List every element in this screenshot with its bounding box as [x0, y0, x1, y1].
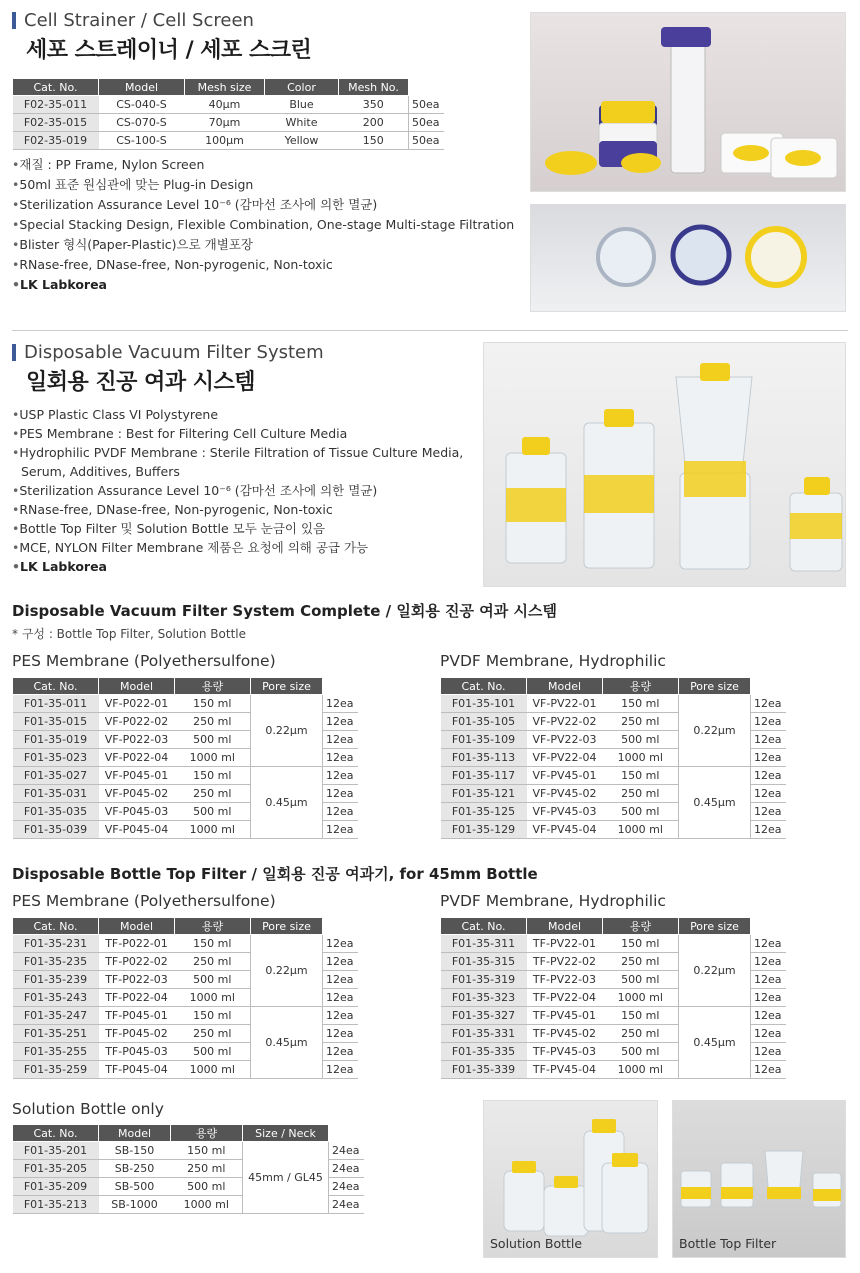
model-cell: VF-P022-03 [99, 731, 175, 749]
bullet-item: • 50ml 표준 원심관에 맞는 Plug-in Design [12, 175, 522, 195]
solution-title: Solution Bottle only [12, 1100, 164, 1118]
volume-cell: 150 ml [175, 767, 251, 785]
bullet-item: • RNase-free, DNase-free, Non-pyrogenic, Non-toxic [12, 255, 522, 275]
bottle-top-filter-illustration [673, 1101, 846, 1258]
volume-cell: 1000 ml [171, 1196, 243, 1214]
cat-cell: F01-35-339 [441, 1061, 527, 1079]
pack-cell: 12ea [751, 953, 786, 971]
cat-cell: F01-35-251 [13, 1025, 99, 1043]
strainer-bullets [12, 155, 522, 295]
col-model: Model [99, 79, 185, 96]
mesh-cell: 40μm [185, 96, 265, 114]
mesh-cell: 70μm [185, 114, 265, 132]
complete-pes-title: PES Membrane (Polyethersulfone) [12, 652, 276, 670]
model-cell: SB-500 [99, 1178, 171, 1196]
section-divider [12, 330, 848, 331]
volume-cell: 250 ml [175, 953, 251, 971]
col-mesh: Mesh size [185, 79, 265, 96]
cat-cell: F01-35-117 [441, 767, 527, 785]
pore-size-cell: 0.22μm [679, 935, 751, 1007]
model-cell: TF-P045-04 [99, 1061, 175, 1079]
section-bar-icon [12, 344, 16, 361]
model-cell: VF-P045-04 [99, 821, 175, 839]
volume-cell: 1000 ml [175, 989, 251, 1007]
model-cell: SB-150 [99, 1142, 171, 1160]
pack-cell: 24ea [329, 1196, 364, 1214]
solution-bottle-photo [483, 1100, 658, 1258]
col-cat: Cat. No. [13, 79, 99, 96]
pore-size-cell: 0.45μm [251, 1007, 323, 1079]
model-cell: VF-PV22-03 [527, 731, 603, 749]
bullet-item: • Hydrophilic PVDF Membrane : Sterile Filtration of Tissue Culture Media, [12, 443, 482, 462]
pack-cell: 12ea [751, 713, 786, 731]
pack-cell: 12ea [323, 971, 358, 989]
table-row [441, 1007, 786, 1025]
cat-cell: F01-35-035 [13, 803, 99, 821]
model-cell: TF-PV22-03 [527, 971, 603, 989]
table-row [13, 767, 358, 785]
pore-size-cell: 0.45μm [679, 1007, 751, 1079]
cat-cell: F01-35-031 [13, 785, 99, 803]
complete-pes-table [12, 677, 358, 839]
model-cell: TF-PV45-01 [527, 1007, 603, 1025]
cat-cell: F01-35-335 [441, 1043, 527, 1061]
bullet-continuation: Serum, Additives, Buffers [21, 464, 180, 479]
model-cell: VF-P045-03 [99, 803, 175, 821]
volume-cell: 150 ml [175, 935, 251, 953]
cat-cell: F01-35-243 [13, 989, 99, 1007]
pack-cell: 12ea [751, 695, 786, 713]
cat-cell: F01-35-015 [13, 713, 99, 731]
table-row [441, 935, 786, 953]
cat-cell: F01-35-247 [13, 1007, 99, 1025]
model-cell: VF-PV45-01 [527, 767, 603, 785]
pack-cell: 12ea [751, 1007, 786, 1025]
volume-cell: 150 ml [603, 767, 679, 785]
cat-cell: F01-35-311 [441, 935, 527, 953]
model-cell: TF-PV45-03 [527, 1043, 603, 1061]
strainer-colors-photo [530, 204, 846, 312]
bullet-item: • Blister 형식(Paper-Plastic)으로 개별포장 [12, 235, 522, 255]
pack-cell: 24ea [329, 1178, 364, 1196]
complete-note: * 구성 : Bottle Top Filter, Solution Bottle [12, 627, 246, 641]
model-cell: TF-P045-01 [99, 1007, 175, 1025]
solution-bottle-caption: Solution Bottle [490, 1236, 583, 1251]
cat-cell: F01-35-019 [13, 731, 99, 749]
complete-heading: Disposable Vacuum Filter System Complete / 일회용 진공 여과 시스템 [12, 602, 557, 620]
cat-cell: F01-35-027 [13, 767, 99, 785]
cat-cell: F01-35-125 [441, 803, 527, 821]
pack-cell: 12ea [751, 1061, 786, 1079]
table-row [13, 114, 444, 132]
pack-cell: 12ea [751, 1043, 786, 1061]
pack-cell: 12ea [751, 803, 786, 821]
color-cell: Yellow [265, 132, 339, 150]
cat-cell: F01-35-235 [13, 953, 99, 971]
volume-cell: 500 ml [175, 1043, 251, 1061]
pack-cell: 12ea [323, 803, 358, 821]
pack-cell: 12ea [323, 731, 358, 749]
bottle-top-filter-caption: Bottle Top Filter [679, 1236, 777, 1251]
cat-cell: F01-35-239 [13, 971, 99, 989]
volume-cell: 1000 ml [603, 989, 679, 1007]
col-color: Color [265, 79, 339, 96]
solution-bottle-illustration [484, 1101, 658, 1258]
col-volume: 용량 [603, 678, 679, 695]
solution-table [12, 1124, 364, 1214]
pack-cell: 12ea [751, 749, 786, 767]
col-cat: Cat. No. [441, 678, 527, 695]
bullet-item: • Bottle Top Filter 및 Solution Bottle 모두 눈금이 있음 [12, 519, 482, 538]
cat-cell: F02-35-011 [13, 96, 99, 114]
bullet-item: • USP Plastic Class VI Polystyrene [12, 405, 482, 424]
bullet-item: • MCE, NYLON Filter Membrane 제품은 요청에 의해 공급 가능 [12, 538, 482, 557]
volume-cell: 500 ml [603, 803, 679, 821]
table-row [13, 96, 444, 114]
pore-size-cell: 0.45μm [251, 767, 323, 839]
cat-cell: F01-35-315 [441, 953, 527, 971]
table-row [13, 1142, 364, 1160]
col-cat: Cat. No. [13, 918, 99, 935]
model-cell: CS-100-S [99, 132, 185, 150]
model-cell: TF-PV22-04 [527, 989, 603, 1007]
pack-cell: 12ea [323, 749, 358, 767]
model-cell: VF-PV22-04 [527, 749, 603, 767]
volume-cell: 500 ml [603, 971, 679, 989]
volume-cell: 1000 ml [603, 821, 679, 839]
model-cell: SB-250 [99, 1160, 171, 1178]
strainer-table [12, 78, 444, 150]
model-cell: VF-P045-01 [99, 767, 175, 785]
volume-cell: 250 ml [603, 785, 679, 803]
mesh-cell: 100μm [185, 132, 265, 150]
pore-size-cell: 0.22μm [251, 935, 323, 1007]
col-cat: Cat. No. [13, 678, 99, 695]
pack-cell: 50ea [409, 132, 444, 150]
vacuum-header [12, 342, 324, 396]
cat-cell: F01-35-327 [441, 1007, 527, 1025]
col-volume: 용량 [603, 918, 679, 935]
model-cell: TF-P022-02 [99, 953, 175, 971]
bullet-item: • PES Membrane : Best for Filtering Cell Culture Media [12, 424, 482, 443]
pack-cell: 12ea [323, 935, 358, 953]
pack-cell: 12ea [323, 785, 358, 803]
model-cell: VF-PV45-03 [527, 803, 603, 821]
vacuum-title-en: Disposable Vacuum Filter System [12, 342, 324, 363]
pack-cell: 12ea [751, 1025, 786, 1043]
volume-cell: 1000 ml [175, 749, 251, 767]
volume-cell: 500 ml [603, 731, 679, 749]
vacuum-filter-photo [483, 342, 846, 587]
col-model: Model [99, 918, 175, 935]
cat-cell: F01-35-101 [441, 695, 527, 713]
pack-cell: 12ea [751, 935, 786, 953]
cat-cell: F01-35-213 [13, 1196, 99, 1214]
table-row [13, 132, 444, 150]
pack-cell: 12ea [323, 989, 358, 1007]
pack-cell: 12ea [323, 821, 358, 839]
vacuum-title-ko: 일회용 진공 여과 시스템 [26, 370, 255, 395]
pack-cell: 24ea [329, 1160, 364, 1178]
cat-cell: F01-35-209 [13, 1178, 99, 1196]
table-row [13, 935, 358, 953]
pack-cell: 12ea [751, 767, 786, 785]
bullet-item: • LK Labkorea [12, 557, 482, 576]
cat-cell: F01-35-039 [13, 821, 99, 839]
volume-cell: 250 ml [603, 713, 679, 731]
cat-cell: F01-35-129 [441, 821, 527, 839]
volume-cell: 1000 ml [603, 749, 679, 767]
volume-cell: 250 ml [175, 713, 251, 731]
vacuum-filter-illustration [484, 343, 846, 587]
pack-cell: 12ea [751, 821, 786, 839]
volume-cell: 150 ml [603, 1007, 679, 1025]
pack-cell: 12ea [323, 767, 358, 785]
meshno-cell: 200 [339, 114, 409, 132]
model-cell: VF-P045-02 [99, 785, 175, 803]
cat-cell: F01-35-109 [441, 731, 527, 749]
col-volume: 용량 [175, 678, 251, 695]
model-cell: VF-P022-02 [99, 713, 175, 731]
cell-strainer-photo [530, 12, 846, 192]
col-pore: Pore size [679, 678, 751, 695]
col-size-neck: Size / Neck [243, 1125, 329, 1142]
bullet-item: • Special Stacking Design, Flexible Combination, One-stage Multi-stage Filtration [12, 215, 522, 235]
cat-cell: F01-35-323 [441, 989, 527, 1007]
cat-cell: F01-35-023 [13, 749, 99, 767]
volume-cell: 500 ml [175, 803, 251, 821]
cat-cell: F01-35-319 [441, 971, 527, 989]
pack-cell: 12ea [751, 785, 786, 803]
table-row [13, 1007, 358, 1025]
volume-cell: 150 ml [175, 695, 251, 713]
volume-cell: 150 ml [603, 935, 679, 953]
model-cell: VF-P022-01 [99, 695, 175, 713]
bullet-item: • Sterilization Assurance Level 10⁻⁶ (감마선 조사에 의한 멸균) [12, 481, 482, 500]
col-model: Model [99, 678, 175, 695]
strainer-colors-illustration [531, 205, 846, 312]
pack-cell: 12ea [323, 1025, 358, 1043]
cat-cell: F01-35-231 [13, 935, 99, 953]
bullet-item: • 재질 : PP Frame, Nylon Screen [12, 155, 522, 175]
strainer-title-ko: 세포 스트레이너 / 세포 스크린 [26, 38, 312, 63]
pack-cell: 24ea [329, 1142, 364, 1160]
volume-cell: 250 ml [603, 1025, 679, 1043]
bottletop-heading: Disposable Bottle Top Filter / 일회용 진공 여과기, for 45mm Bottle [12, 865, 538, 883]
table-row [441, 695, 786, 713]
model-cell: TF-P045-02 [99, 1025, 175, 1043]
model-cell: TF-PV45-04 [527, 1061, 603, 1079]
cat-cell: F01-35-331 [441, 1025, 527, 1043]
volume-cell: 500 ml [175, 971, 251, 989]
cat-cell: F01-35-201 [13, 1142, 99, 1160]
model-cell: TF-PV22-01 [527, 935, 603, 953]
pack-cell: 12ea [323, 953, 358, 971]
volume-cell: 250 ml [175, 1025, 251, 1043]
volume-cell: 500 ml [171, 1178, 243, 1196]
col-model: Model [527, 678, 603, 695]
cat-cell: F02-35-015 [13, 114, 99, 132]
cell-strainer-illustration [531, 13, 846, 192]
volume-cell: 1000 ml [175, 1061, 251, 1079]
bullet-item: • LK Labkorea [12, 275, 522, 295]
pack-cell: 50ea [409, 114, 444, 132]
neck-size-cell: 45mm / GL45 [243, 1142, 329, 1214]
table-row [441, 767, 786, 785]
col-cat: Cat. No. [441, 918, 527, 935]
section-bar-icon [12, 12, 16, 29]
bullet-item: • Sterilization Assurance Level 10⁻⁶ (감마선 조사에 의한 멸균) [12, 195, 522, 215]
model-cell: VF-PV22-02 [527, 713, 603, 731]
pack-cell: 12ea [323, 1061, 358, 1079]
model-cell: CS-070-S [99, 114, 185, 132]
col-pore: Pore size [251, 678, 323, 695]
strainer-title-en: Cell Strainer / Cell Screen [12, 10, 311, 31]
cat-cell: F01-35-259 [13, 1061, 99, 1079]
col-pore: Pore size [251, 918, 323, 935]
tube-shape [671, 43, 705, 173]
model-cell: TF-PV45-02 [527, 1025, 603, 1043]
model-cell: TF-PV22-02 [527, 953, 603, 971]
volume-cell: 250 ml [175, 785, 251, 803]
pack-cell: 12ea [751, 731, 786, 749]
model-cell: TF-P022-04 [99, 989, 175, 1007]
color-cell: White [265, 114, 339, 132]
tube-cap-shape [661, 27, 711, 47]
volume-cell: 500 ml [603, 1043, 679, 1061]
volume-cell: 150 ml [171, 1142, 243, 1160]
volume-cell: 150 ml [175, 1007, 251, 1025]
bottletop-pvdf-title: PVDF Membrane, Hydrophilic [440, 892, 666, 910]
volume-cell: 250 ml [171, 1160, 243, 1178]
color-cell: Blue [265, 96, 339, 114]
volume-cell: 500 ml [175, 731, 251, 749]
col-volume: 용량 [175, 918, 251, 935]
strainer-header [12, 10, 311, 64]
model-cell: VF-PV22-01 [527, 695, 603, 713]
pack-cell: 12ea [751, 989, 786, 1007]
col-model: Model [99, 1125, 171, 1142]
model-cell: SB-1000 [99, 1196, 171, 1214]
complete-pvdf-table [440, 677, 786, 839]
cat-cell: F01-35-011 [13, 695, 99, 713]
pore-size-cell: 0.22μm [251, 695, 323, 767]
cat-cell: F01-35-255 [13, 1043, 99, 1061]
vacuum-bullets [12, 405, 482, 576]
pack-cell: 12ea [323, 695, 358, 713]
cat-cell: F01-35-121 [441, 785, 527, 803]
col-pore: Pore size [679, 918, 751, 935]
volume-cell: 150 ml [603, 695, 679, 713]
complete-pvdf-title: PVDF Membrane, Hydrophilic [440, 652, 666, 670]
pack-cell: 12ea [323, 713, 358, 731]
model-cell: VF-P022-04 [99, 749, 175, 767]
col-volume: 용량 [171, 1125, 243, 1142]
model-cell: CS-040-S [99, 96, 185, 114]
cat-cell: F01-35-113 [441, 749, 527, 767]
pore-size-cell: 0.22μm [679, 695, 751, 767]
pack-cell: 50ea [409, 96, 444, 114]
model-cell: VF-PV45-02 [527, 785, 603, 803]
table-row [13, 695, 358, 713]
volume-cell: 1000 ml [603, 1061, 679, 1079]
pore-size-cell: 0.45μm [679, 767, 751, 839]
col-meshno: Mesh No. [339, 79, 409, 96]
model-cell: TF-P045-03 [99, 1043, 175, 1061]
meshno-cell: 350 [339, 96, 409, 114]
col-cat: Cat. No. [13, 1125, 99, 1142]
bullet-item: • RNase-free, DNase-free, Non-pyrogenic, Non-toxic [12, 500, 482, 519]
pack-cell: 12ea [751, 971, 786, 989]
col-model: Model [527, 918, 603, 935]
model-cell: VF-PV45-04 [527, 821, 603, 839]
bottletop-pes-title: PES Membrane (Polyethersulfone) [12, 892, 276, 910]
cat-cell: F01-35-105 [441, 713, 527, 731]
meshno-cell: 150 [339, 132, 409, 150]
bottle-top-filter-photo [672, 1100, 846, 1258]
bottletop-pvdf-table [440, 917, 786, 1079]
cat-cell: F02-35-019 [13, 132, 99, 150]
volume-cell: 1000 ml [175, 821, 251, 839]
volume-cell: 250 ml [603, 953, 679, 971]
cat-cell: F01-35-205 [13, 1160, 99, 1178]
pack-cell: 12ea [323, 1043, 358, 1061]
bottletop-pes-table [12, 917, 358, 1079]
model-cell: TF-P022-01 [99, 935, 175, 953]
pack-cell: 12ea [323, 1007, 358, 1025]
model-cell: TF-P022-03 [99, 971, 175, 989]
